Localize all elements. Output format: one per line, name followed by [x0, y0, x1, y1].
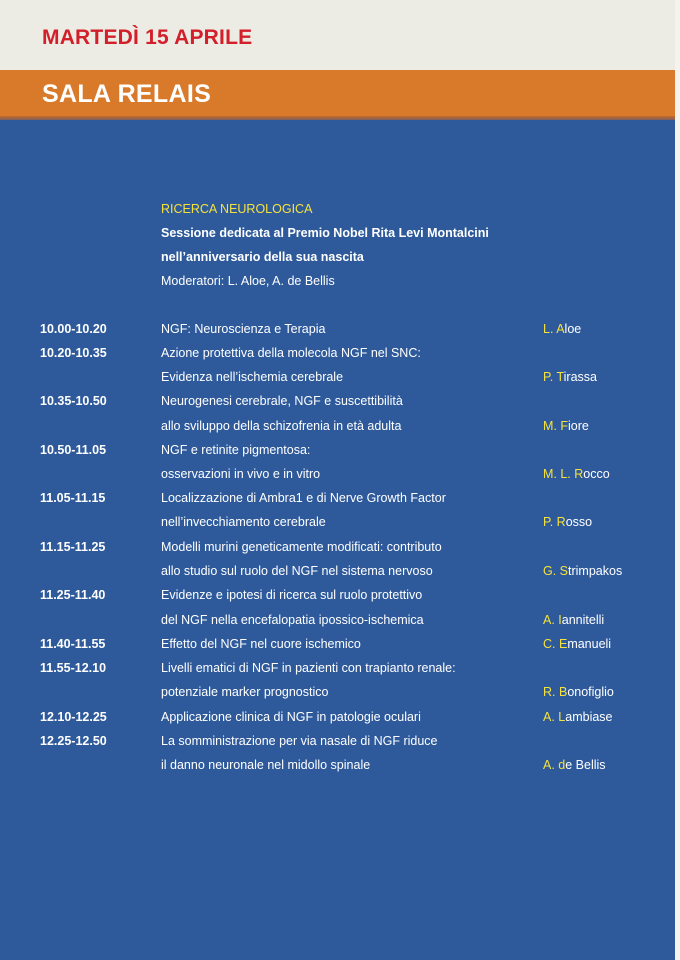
program-row — [0, 564, 675, 586]
time-slot: 10.00-10.20 — [40, 322, 107, 336]
speaker-surname: manueli — [567, 637, 612, 651]
speaker — [543, 685, 614, 699]
speaker-surname: iore — [568, 419, 589, 433]
program-row — [0, 734, 675, 756]
speaker — [543, 370, 597, 384]
program-row — [0, 588, 675, 610]
session-moderators: Moderatori: L. Aloe, A. de Bellis — [161, 274, 335, 288]
session-subtitle-1: Sessione dedicata al Premio Nobel Rita Levi Montalcini — [161, 226, 489, 240]
talk-title: Neurogenesi cerebrale, NGF e suscettibilità — [161, 394, 403, 408]
time-slot: 10.50-11.05 — [40, 443, 107, 457]
program-row — [0, 322, 675, 344]
time-slot: 12.10-12.25 — [40, 710, 107, 724]
time-slot: 11.55-12.10 — [40, 661, 107, 675]
speaker-initial: M. F — [543, 419, 568, 433]
talk-title: Modelli murini geneticamente modificati: contributo — [161, 540, 442, 554]
talk-title: Livelli ematici di NGF in pazienti con trapianto renale: — [161, 661, 456, 675]
speaker — [543, 637, 611, 651]
speaker-surname: ambiase — [565, 710, 613, 724]
program-row — [0, 491, 675, 513]
speaker-initial: L. A — [543, 322, 565, 336]
speaker-initial: R. B — [543, 685, 568, 699]
talk-title: Localizzazione di Ambra1 e di Nerve Growth Factor — [161, 491, 446, 505]
program-row — [0, 419, 675, 441]
speaker — [543, 758, 606, 772]
speaker-surname: loe — [564, 322, 582, 336]
program-row — [0, 637, 675, 659]
talk-title: del NGF nella encefalopatia ipossico-ischemica — [161, 613, 424, 627]
program-row — [0, 540, 675, 562]
time-slot: 11.40-11.55 — [40, 637, 106, 651]
talk-title: Applicazione clinica di NGF in patologie oculari — [161, 710, 421, 724]
speaker-surname: osso — [565, 515, 593, 529]
speaker — [543, 515, 592, 529]
page-edge — [675, 0, 680, 960]
session-category: RICERCA NEUROLOGICA — [161, 202, 313, 216]
talk-title: Evidenze e ipotesi di ricerca sul ruolo protettivo — [161, 588, 423, 602]
speaker-initial: P. R — [543, 515, 566, 529]
program-row — [0, 394, 675, 416]
talk-title: Evidenza nell’ischemia cerebrale — [161, 370, 344, 384]
program-row — [0, 613, 675, 635]
talk-title: osservazioni in vivo e in vitro — [161, 467, 321, 481]
speaker — [543, 564, 622, 578]
time-slot: 10.35-10.50 — [40, 394, 107, 408]
speaker — [543, 467, 610, 481]
speaker-initial: A. I — [543, 613, 562, 627]
talk-title: Azione protettiva della molecola NGF nel SNC: — [161, 346, 421, 360]
speaker-surname: onofiglio — [567, 685, 614, 699]
talk-title: allo sviluppo della schizofrenia in età adulta — [161, 419, 402, 433]
time-slot: 11.15-11.25 — [40, 540, 106, 554]
talk-title: nell’invecchiamento cerebrale — [161, 515, 326, 529]
program-row — [0, 661, 675, 683]
talk-title: NGF: Neuroscienza e Terapia — [161, 322, 326, 336]
speaker-surname: occo — [583, 467, 610, 481]
program-row — [0, 710, 675, 732]
talk-title: Effetto del NGF nel cuore ischemico — [161, 637, 361, 651]
speaker-initial: A. d — [543, 758, 566, 772]
speaker — [543, 322, 581, 336]
program-row — [0, 467, 675, 489]
speaker-initial: C. E — [543, 637, 568, 651]
program-row — [0, 346, 675, 368]
speaker-surname: irassa — [563, 370, 597, 384]
time-slot: 11.05-11.15 — [40, 491, 106, 505]
speaker-initial: A. L — [543, 710, 566, 724]
speaker-initial: M. L. R — [543, 467, 584, 481]
talk-title: La somministrazione per via nasale di NGF riduce — [161, 734, 438, 748]
time-slot: 11.25-11.40 — [40, 588, 106, 602]
talk-title: allo studio sul ruolo del NGF nel sistema nervoso — [161, 564, 433, 578]
speaker-initial: G. S — [543, 564, 569, 578]
room-title: SALA RELAIS — [42, 80, 212, 108]
talk-title: potenziale marker prognostico — [161, 685, 329, 699]
program-row — [0, 370, 675, 392]
time-slot: 12.25-12.50 — [40, 734, 107, 748]
program-row — [0, 758, 675, 780]
program-row — [0, 443, 675, 465]
speaker-initial: P. T — [543, 370, 564, 384]
speaker-surname: trimpakos — [568, 564, 623, 578]
talk-title: il danno neuronale nel midollo spinale — [161, 758, 371, 772]
speaker — [543, 613, 604, 627]
event-date: MARTEDÌ 15 APRILE — [42, 26, 253, 49]
speaker-surname: e Bellis — [565, 758, 606, 772]
talk-title: NGF e retinite pigmentosa: — [161, 443, 311, 457]
program-row — [0, 515, 675, 537]
speaker-surname: annitelli — [561, 613, 605, 627]
program-row — [0, 685, 675, 707]
session-subtitle-2: nell’anniversario della sua nascita — [161, 250, 364, 264]
speaker — [543, 710, 613, 724]
speaker — [543, 419, 589, 433]
time-slot: 10.20-10.35 — [40, 346, 107, 360]
